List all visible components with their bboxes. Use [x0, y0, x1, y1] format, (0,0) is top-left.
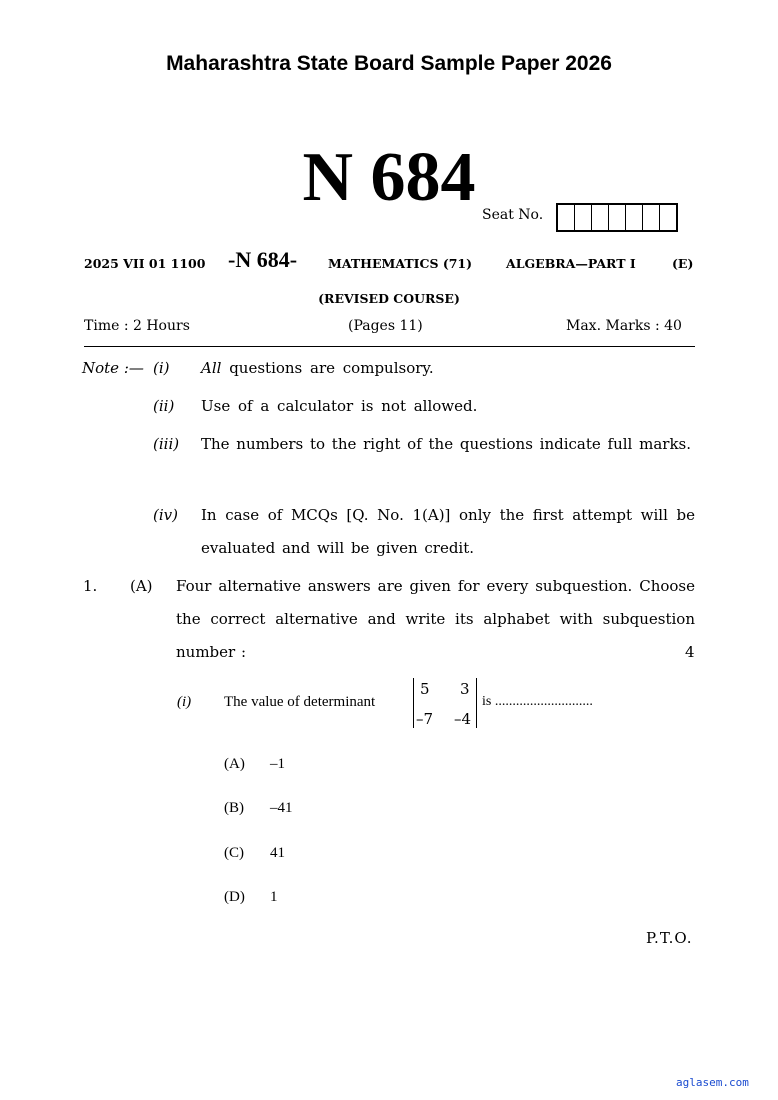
note-item-4-number: (iv) — [153, 506, 178, 524]
please-turn-over: P.T.O. — [646, 929, 693, 947]
note-label-text: Note :— — [82, 359, 144, 377]
matrix-cell: –7 — [416, 710, 434, 728]
subquestion-prefix: The value of determinant — [224, 694, 376, 710]
subject-part: ALGEBRA—PART I — [506, 256, 636, 271]
note-item-3-number: (iii) — [153, 435, 180, 453]
subject-name: MATHEMATICS (71) — [328, 256, 473, 271]
seat-box — [609, 205, 626, 230]
header-divider — [84, 346, 695, 347]
seat-box — [660, 205, 676, 230]
seat-box — [626, 205, 643, 230]
seat-number-label: Seat No. — [482, 207, 544, 223]
matrix-cell: 5 — [420, 680, 430, 698]
question-number: 1. — [83, 577, 98, 595]
exam-duration: Time : 2 Hours — [84, 318, 190, 334]
paper-code-small: -N 684- — [228, 247, 298, 272]
subquestion-number: (i) — [177, 694, 192, 710]
determinant-matrix — [413, 678, 477, 728]
option-a-label: (A) — [224, 756, 245, 772]
note-label — [82, 352, 144, 385]
note-item-1-text: questions are compulsory. — [221, 359, 434, 377]
sample-paper-banner: Maharashtra State Board Sample Paper 2026 — [166, 52, 612, 75]
option-d-label: (D) — [224, 889, 245, 905]
language-code: (E) — [672, 256, 694, 271]
option-a-value: –1 — [270, 756, 285, 772]
exam-session-code: 2025 VII 01 1100 — [84, 256, 206, 271]
max-marks: Max. Marks : 40 — [566, 318, 682, 334]
seat-box — [643, 205, 660, 230]
subquestion-suffix: is ............................ — [482, 694, 593, 709]
option-d-value: 1 — [270, 889, 278, 905]
seat-number-boxes — [556, 203, 678, 232]
option-c-label: (C) — [224, 845, 244, 861]
option-b-label: (B) — [224, 800, 244, 816]
note-item-2-text: Use of a calculator is not allowed. — [201, 397, 478, 415]
matrix-cell: 3 — [460, 680, 470, 698]
watermark-footer: aglasem.com — [676, 1076, 749, 1089]
note-item-1-emphasis: All — [201, 359, 222, 377]
question-marks: 4 — [685, 643, 695, 661]
option-c-value: 41 — [270, 845, 285, 861]
seat-box — [575, 205, 592, 230]
course-label: (REVISED COURSE) — [318, 291, 460, 306]
option-b-value: –41 — [270, 800, 293, 816]
note-item-3-text: The numbers to the right of the questions indicate full marks. — [201, 435, 692, 453]
note-item-1 — [201, 352, 434, 385]
note-item-4-text: In case of MCQs [Q. No. 1(A)] only the first attempt will be evaluated and will be given credit. — [201, 506, 695, 557]
paper-code: N 684 — [302, 139, 476, 216]
seat-box — [592, 205, 609, 230]
question-text: Four alternative answers are given for every subquestion. Choose the correct alternative and write its alphabet with subquestion number : — [176, 577, 695, 661]
seat-box — [558, 205, 575, 230]
matrix-cell: –4 — [454, 710, 472, 728]
note-item-1-number: (i) — [153, 359, 170, 377]
note-item-2-number: (ii) — [153, 397, 175, 415]
question-part: (A) — [130, 577, 153, 595]
page-count: (Pages 11) — [348, 318, 423, 334]
